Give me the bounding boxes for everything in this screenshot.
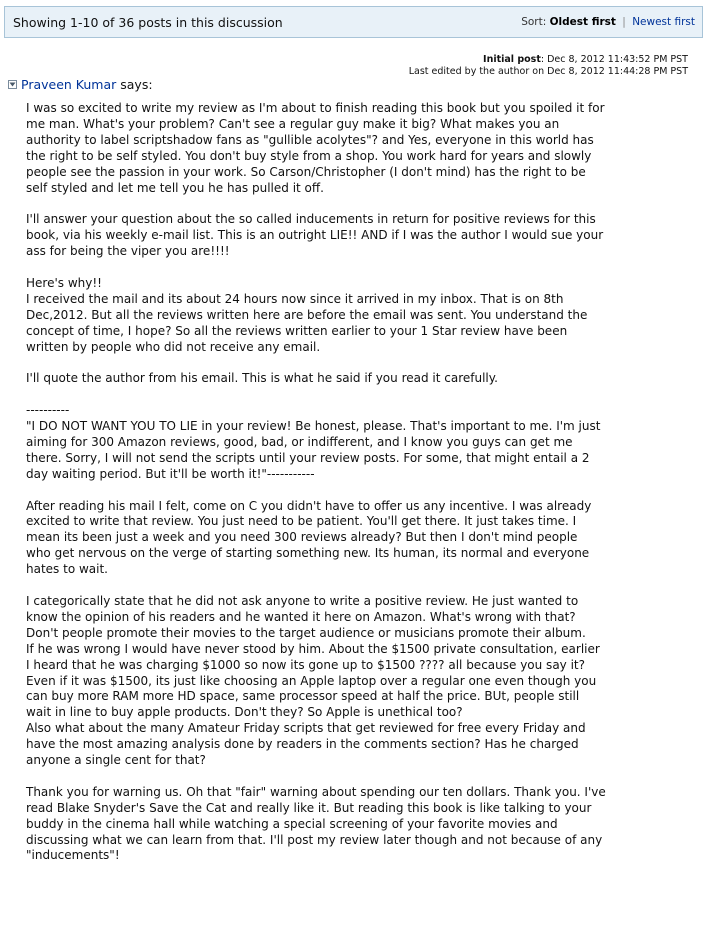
paragraph-spacer bbox=[26, 387, 606, 403]
post-paragraph: After reading his mail I felt, come on C you didn't have to offer us any incentive. I was already excited to write that review. You just need to be patient. You'll get there. It just takes time. I mean its been just a week and you need 300 reviews already? But then I don't mind people who get nervous on the verge of starting something new. Its human, its normal and everyone hates to wait. bbox=[26, 498, 592, 577]
sort-separator: | bbox=[622, 16, 626, 28]
last-edited-line: Last edited by the author on Dec 8, 2012 11:44:28 PM PST bbox=[408, 66, 688, 77]
discussion-header-bar bbox=[4, 6, 703, 38]
initial-post-label: Initial post bbox=[483, 54, 541, 65]
collapse-toggle-icon[interactable] bbox=[8, 80, 17, 89]
post-paragraph: I categorically state that he did not ask anyone to write a positive review. He just wanted to know the opinion of his readers and he wanted it here on Amazon. What's wrong with that? Don't people promote their movies to the target audience or musicians promote their album. bbox=[26, 594, 586, 640]
sort-newest-first-link[interactable]: Newest first bbox=[632, 16, 695, 28]
paragraph-spacer bbox=[26, 196, 606, 212]
author-link[interactable]: Praveen Kumar bbox=[21, 77, 117, 92]
post-paragraph: Also what about the many Amateur Friday scripts that get reviewed for free every Friday and have the most amazing analysis done by readers in the comments section? Has he charged anyone a single cent for that? bbox=[26, 721, 586, 768]
post-author-line bbox=[8, 77, 153, 92]
post-paragraph: I received the mail and its about 24 hours now since it arrived in my inbox. That is on 8th Dec,2012. But all the reviews written here are before the email was sent. You understand the concept of time, I hope? So all the reviews written earlier to your 1 Star review have been written by people who did not receive any email. bbox=[26, 291, 588, 354]
post-paragraph: I was so excited to write my review as I'm about to finish reading this book but you spoiled it for me man. What's your problem? Can't see a regular guy make it big? What makes you an authority to label scriptshadow fans as "gullible acolytes"? and Yes, everyone in this world has the right to be self styled. You don't buy style from a shop. You work hard for years and slowly people see the passion in your work. So Carson/Christopher (I don't mind) has the right to be self styled and let me tell you he has pulled it off. bbox=[26, 101, 605, 195]
sort-oldest-first: Oldest first bbox=[549, 16, 616, 28]
paragraph-spacer bbox=[26, 769, 606, 785]
post-paragraph: Here's why!! bbox=[26, 275, 102, 290]
post-paragraph: If he was wrong I would have never stood by him. About the $1500 private consultation, earlier I heard that he was charging $1000 so now its gone up to $1500 ???? all because you say it? Even if it was $1500, its just like choosing an Apple laptop over a regular one even though you can buy more RAM more HD space, same processor speed at half the price. BUt, people still wait in line to buy apple products. Don't they? So Apple is unethical too? bbox=[26, 641, 600, 720]
post-paragraph: I'll answer your question about the so called inducements in return for positive reviews for this book, via his weekly e-mail list. This is an outright LIE!! AND if I was the author I would sue your ass for being the viper you are!!!! bbox=[26, 212, 604, 259]
says-label: says: bbox=[120, 77, 153, 92]
paragraph-spacer bbox=[26, 578, 606, 594]
post-paragraph: ---------- bbox=[26, 403, 70, 418]
paragraph-spacer bbox=[26, 355, 606, 371]
sort-label: Sort: bbox=[521, 16, 547, 28]
paragraph-spacer bbox=[26, 483, 606, 499]
post-metadata bbox=[409, 54, 688, 78]
sort-controls bbox=[521, 16, 695, 28]
post-paragraph: I'll quote the author from his email. This is what he said if you read it carefully. bbox=[26, 371, 498, 386]
posts-count-text: Showing 1-10 of 36 posts in this discussion bbox=[13, 14, 283, 30]
post-body bbox=[26, 101, 606, 864]
post-paragraph: Thank you for warning us. Oh that "fair" warning about spending our ten dollars. Thank you. I've read Blake Snyder's Save the Cat and really like it. But reading this book is like talking to your buddy in the cinema hall while watching a special screening of your favorite movies and discussing what we can learn from that. I'll post my review later though and not because of any "inducements"! bbox=[26, 784, 606, 863]
initial-post-line bbox=[409, 54, 688, 66]
post-paragraph: "I DO NOT WANT YOU TO LIE in your review! Be honest, please. That's important to me. I'm just aiming for 300 Amazon reviews, good, bad, or indifferent, and I know you guys can get me there. Sorry, I will not send the scripts until your review posts. For some, that might entail a 2 day waiting period. But it'll be worth it!"----------- bbox=[26, 419, 601, 481]
paragraph-spacer bbox=[26, 260, 606, 276]
initial-post-date: : Dec 8, 2012 11:43:52 PM PST bbox=[540, 54, 688, 65]
